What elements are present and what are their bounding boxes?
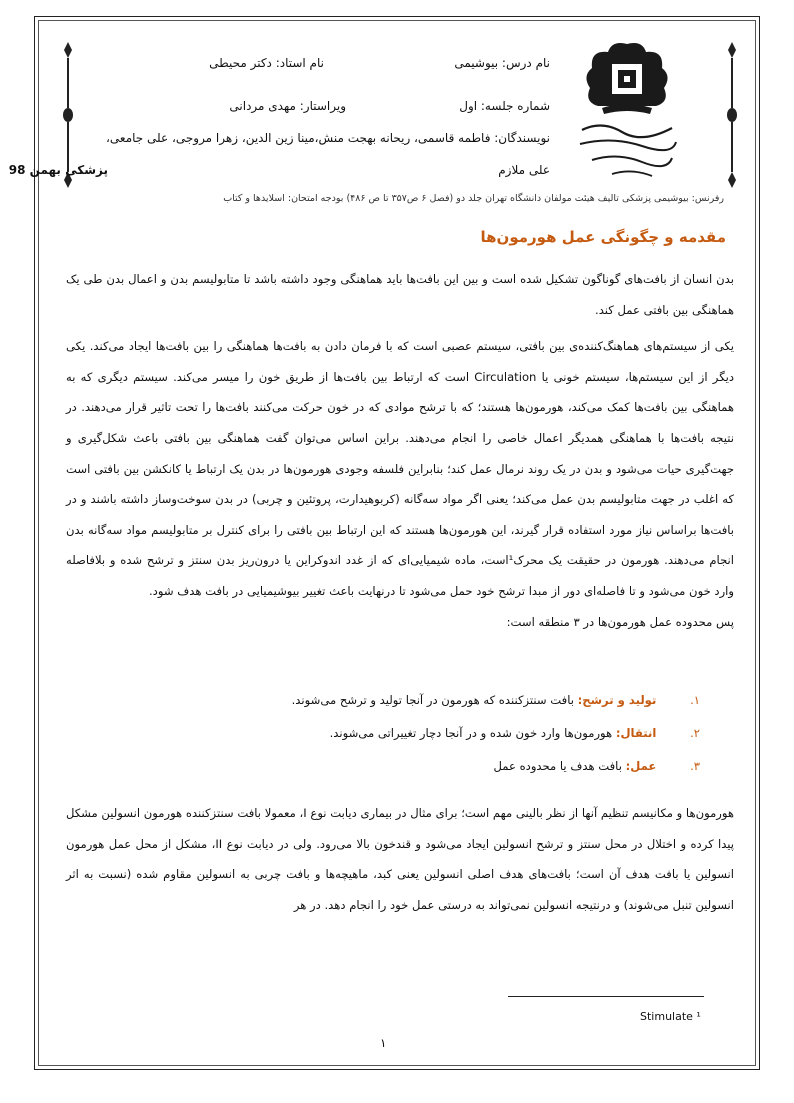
professor-name: نام استاد: دکتر محیطی: [209, 56, 324, 70]
references-line: رفرنس: بیوشیمی پزشکی تالیف هیئت مولفان دانشگاه تهران جلد دو (فصل ۶ ص۳۵۷ تا ص ۴۸۶) بودجه امتحان: اسلایدها و کتاب: [223, 193, 724, 204]
course-name: نام درس: بیوشیمی: [454, 56, 550, 70]
paragraph-4: هورمون‌ها و مکانیسم تنظیم آنها از نظر بالینی مهم است؛ برای مثال در بیماری دیابت نوع I، معمولا بافت سنتزکننده هورمون انسولین مشکل پیدا کرده و اختلال در محل سنتز و ترشح انسولین ایجاد می‌شود و قندخون بالا می‌رود. ولی در دیابت نوع II، مشکل از محل عمل هورمون انسولین یا بافت هدف آن است؛ بافت‌های هدف اصلی انسولین یعنی کبد، ماهیچه‌ها و بافت چربی به انسولین مقاوم شده (نسبت به اثر انسولین تنبل می‌شوند) و درنتیجه انسولین نمی‌تواند به درستی عمل خود را انجام دهد. در هر: [66, 806, 735, 912]
list-number: ۱.: [690, 693, 700, 707]
list-text: بافت هدف یا محدوده عمل: [493, 759, 626, 773]
editor-name: ویراستار: مهدی مردانی: [229, 99, 346, 113]
footnote: Stimulate ¹: [640, 1010, 701, 1023]
list-term: تولید و ترشح:: [577, 693, 657, 707]
hormone-action-list: [66, 684, 700, 783]
footnote-divider: [508, 996, 704, 997]
paragraph-2: یکی از سیستم‌های هماهنگ‌کننده‌ی بین بافتی، سیستم عصبی است که با فرمان دادن به بافت‌ها هماهنگی را بین بافت‌ها ایجاد می‌کند. یکی دیگر از این سیستم‌ها، سیستم خونی یا Circulation است که ارتباط بین بافت‌ها از طریق خون را میسر می‌کند. سیستم دیگری که به هماهنگی بین بافت‌ها کمک می‌کند، هورمون‌ها هستند؛ که با ترشح موادی که در خون حرکت می‌کنند بافت‌ها را تحت تاثیر قرار می‌دهند. در نتیجه بافت‌ها با هماهنگی همدیگر اعمال خاصی را انجام می‌دهند. براین اساس می‌توان گفت هماهنگی بین بافتی باعث شکل‌گیری و جهت‌گیری حیات می‌شود و بدن در یک روند نرمال عمل کند؛ بنابراین فلسفه وجودی هورمون‌ها در بدن یک ارتباط یا کانکشن بین بافتی است که اغلب در جهت متابولیسم بدن عمل می‌کند؛ یعنی اگر مواد سه‌گانه (کربوهیدارت، پروتئین و چربی) در بدن سوخت‌وساز داشته باشند و در بافت‌ها براساس نیاز مورد استفاده قرار گیرند، این هورمون‌ها هستند که این ارتباط بین بافتی را برای کنترل بر متابولیسم مواد سه‌گانه بدن انجام می‌دهند. هورمون در حقیقت یک محرک¹است، ماده شیمیایی‌ای که از غدد اندوکراین یا درون‌ریز بدن سنتز و ترشح شده و بلافاصله وارد خون می‌شود و تا فاصله‌ای دور از مبدا ترشح خود حمل می‌شود تا درنهایت باعث تغییر بیوشیمیایی در بافت هدف شود.: [66, 339, 734, 598]
section-title: مقدمه و چگونگی عمل هورمون‌ها: [480, 228, 726, 246]
list-text: بافت سنتزکننده که هورمون در آنجا تولید و ترشح می‌شوند.: [291, 693, 578, 707]
authors-list-continued: علی ملازم: [498, 163, 550, 177]
page-number: ۱: [380, 1036, 387, 1050]
paragraph-1: بدن انسان از بافت‌های گوناگون تشکیل شده است و بین این بافت‌ها باید هماهنگی وجود داشته باشد تا متابولیسم بدن و اعمال بدن طی یک هماهنگی بین بافتی عمل کند.: [66, 272, 734, 317]
university-logo: [572, 40, 682, 190]
closing-body: [66, 798, 734, 920]
session-number: شماره جلسه: اول: [459, 99, 550, 113]
list-term: عمل:: [625, 759, 657, 773]
term-label: پزشکی بهمن 98: [8, 163, 108, 177]
list-number: ۲.: [690, 726, 700, 740]
list-item: [66, 684, 700, 717]
paragraph-3: پس محدوده عمل هورمون‌ها در ۳ منطقه است:: [506, 614, 734, 629]
intro-body: [66, 264, 734, 637]
authors-list: نویسندگان: فاطمه قاسمی، ریحانه بهجت منش،مینا زین الدین، زهرا مروجی، علی جامعی،: [106, 131, 550, 145]
list-item: [66, 750, 700, 783]
list-number: ۳.: [690, 759, 700, 773]
list-text: هورمون‌ها وارد خون شده و در آنجا دچار تغییراتی می‌شوند.: [329, 726, 616, 740]
ornament-column-right: [726, 42, 738, 188]
list-item: [66, 717, 700, 750]
list-term: انتقال:: [615, 726, 657, 740]
